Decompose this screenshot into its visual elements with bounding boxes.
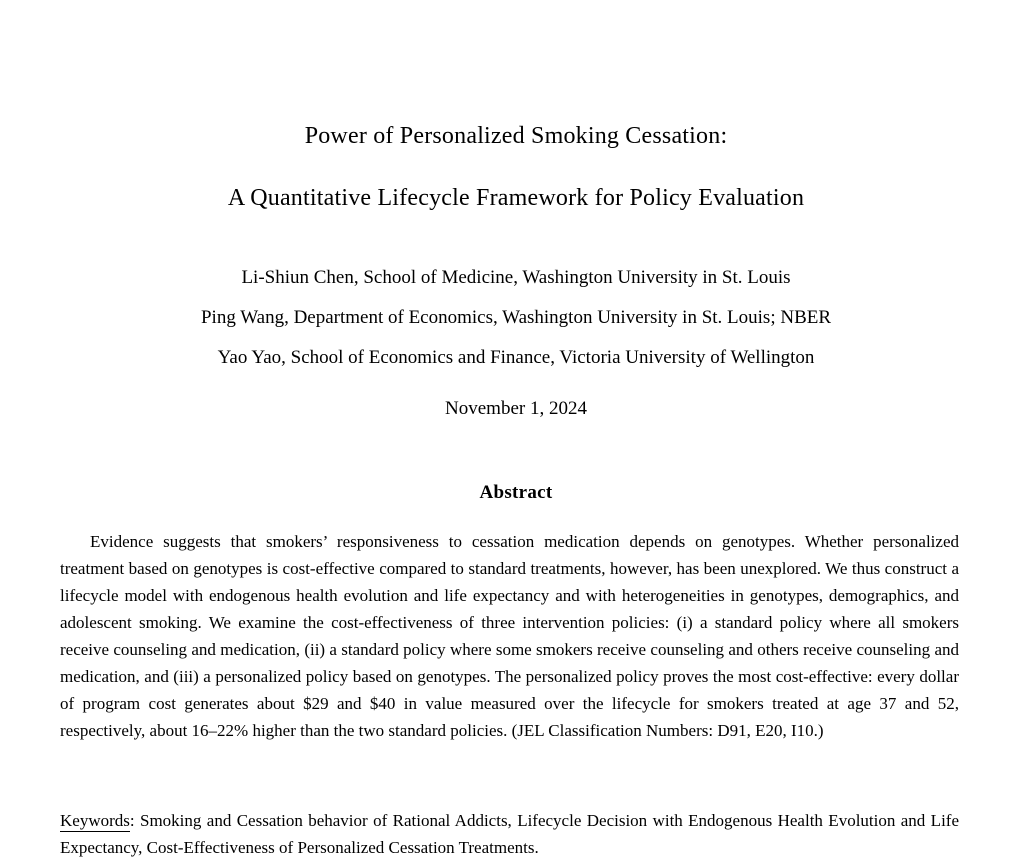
keywords-text: : Smoking and Cessation behavior of Rational Addicts, Lifecycle Decision with Endogenous Health Evolution and Life Expectancy, Cost-Effectiveness of Personalized Cessation Treatments.: [60, 811, 959, 857]
abstract-text: Evidence suggests that smokers’ responsiveness to cessation medication depends on genotypes. Whether personalized treatment based on genotypes is cost-effective compared to standard treatments, however, has been unexplored. We thus construct a lifecycle model with endogenous health evolution and life expectancy and with heterogeneities in genotypes, demographics, and adolescent smoking. We examine the cost-effectiveness of three intervention policies: (i) a standard policy where all smokers receive counseling and medication, (ii) a standard policy where some smokers receive counseling and others receive counseling and medication, and (iii) a personalized policy based on genotypes. The personalized policy proves the most cost-effective: every dollar of program cost generates about $29 and $40 in value measured over the lifecycle for smokers treated at age 37 and 52, respectively, about 16–22% higher than the two standard policies. (JEL Classification Numbers: D91, E20, I10.): [60, 532, 959, 740]
keywords-label: Keywords: [60, 811, 130, 830]
paper-title-line-2: A Quantitative Lifecycle Framework for Policy Evaluation: [227, 185, 805, 211]
author-line-2: Ping Wang, Department of Economics, Washington University in St. Louis; NBER: [200, 307, 832, 328]
paper-date: November 1, 2024: [445, 398, 587, 419]
keywords-paragraph: [60, 807, 959, 859]
paper-title-line-1: Power of Personalized Smoking Cessation:: [304, 123, 728, 149]
abstract-heading: Abstract: [479, 482, 553, 503]
author-list: [0, 258, 1032, 378]
author-line-1: Li-Shiun Chen, School of Medicine, Washington University in St. Louis: [241, 267, 791, 288]
author-line-3: Yao Yao, School of Economics and Finance, Victoria University of Wellington: [217, 347, 815, 368]
